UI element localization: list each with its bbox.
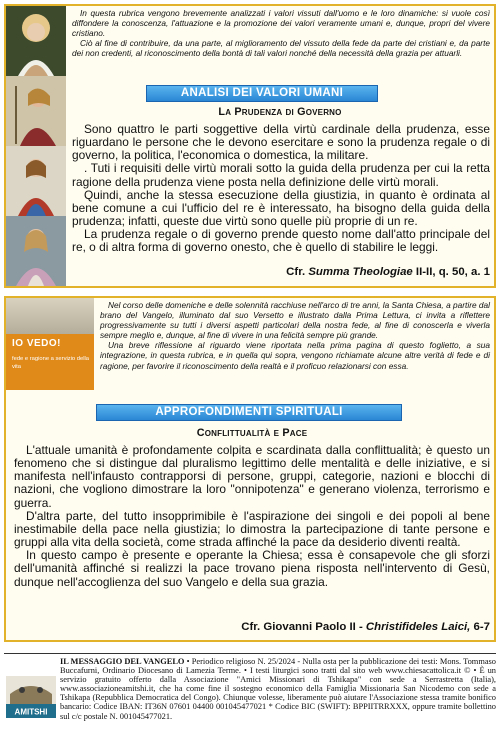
body-paragraph: . Tuti i requisiti delle virtù morali sotto la guida della prudenza per cui la retta ragione della prudenza viene posta nella definizione delle virtù morali. xyxy=(72,161,490,189)
citation-work: Christifideles Laici, xyxy=(365,621,471,633)
body-paragraph: La prudenza regale o di governo prende questo nome dall'atto principale del re, o di altra forma di governo onesto, che è quello di stabilire le leggi. xyxy=(72,227,490,255)
intro-paragraph: Una breve riflessione al riguardo viene riportata nella prima pagina di questo foglietto, a sua integrazione, in questa rubrica, e in quella qui sopra, vengono richiamate alcune altre verità di fede e di ragione, per favorire il riconoscimento della realtà e il proficuo relazionarsi con essa. xyxy=(100,340,490,371)
art-panel-2 xyxy=(6,76,66,146)
article-body xyxy=(14,444,490,589)
intro-paragraph: Ciò al fine di contribuire, da una parte, al miglioramento del vissuto della fede da parte dei cristiani e, da parte dei non credenti, al riconoscimento della bontà di tali valori nonché della necessità della grazia per attuarli. xyxy=(72,38,490,59)
art-panel-3 xyxy=(6,146,66,216)
article-title: Conflittualità e Pace xyxy=(196,427,308,439)
citation-prefix: Cfr. Giovanni Paolo II - xyxy=(241,621,366,633)
art-panel-4 xyxy=(6,216,66,286)
badge-title: IO VEDO! xyxy=(12,338,62,349)
section-intro xyxy=(72,8,490,58)
body-paragraph: Quindi, anche la stessa esecuzione della giustizia, in quanto è ordinata al bene comune a cui l'ufficio del re è interessato, ha bisogno della guida della prudenza; infatti, queste due virtù sono quelle più proprie di un re. xyxy=(72,187,490,229)
citation-prefix: Cfr. xyxy=(286,266,309,278)
article-title: La Prudenza di Governo xyxy=(218,106,342,118)
footer-text xyxy=(8,657,496,721)
body-paragraph: L'attuale umanità è profondamente colpita e scardinata dalla conflittualità; è questo un fenomeno che si distingue dal pluralismo legittimo delle mentalità e delle iniziative, e si manifesta nell'infausto contrapporsi di persone, gruppi, categorie, nazioni e blocchi di nazioni, che vogliono dimostrare la loro "onnipotenza" e generano violenza, terrorismo e guerra. xyxy=(14,443,490,510)
section-spiritual-insights xyxy=(4,296,496,642)
citation xyxy=(106,621,490,633)
citation-ref: 6-7 xyxy=(470,621,490,633)
citation-work: Summa Theologiae xyxy=(308,266,413,278)
citation xyxy=(106,266,490,278)
art-panel-1 xyxy=(6,6,66,76)
section-banner: APPROFONDIMENTI SPIRITUALI xyxy=(96,404,402,421)
article-body xyxy=(72,123,490,255)
body-paragraph: D'altra parte, del tutto insopprimibile è l'aspirazione dei singoli e dei popoli al bene inestimabile della pace nella giustizia; lo dimostra la partecipazione di tante persone e gruppi alla vita della società, come strada affinché la pace da desiderio diventi realtà. xyxy=(14,508,490,550)
sacred-art-strip xyxy=(6,6,66,286)
body-paragraph: In questo campo è presente e operante la Chiesa; essa è consapevole che gli sforzi dell'umanità affinché si realizzi la pace trovano piena risposta nell'intervento di Gesù, dunque nell'accoglienza del suo Vangelo e della sua grazia. xyxy=(14,548,490,589)
section-human-values xyxy=(4,4,496,288)
section-intro xyxy=(100,300,490,371)
citation-ref: II-II, q. 50, a. 1 xyxy=(412,266,490,278)
badge-subtitle: fede e ragione a servizio della vita xyxy=(12,356,90,370)
footer-body: • Periodico religioso N. 25/2024 - Nulla osta per la pubblicazione dei testi: Mons. Tommaso Buccafurni, Ordinario Diocesano di Lamezia Terme. • I testi liturgici sono tratti dal sito web www.chiesacattolica.it © • È un servizio gratuito offerto dalla Associazione "Amici Missionari di Tshikapa" con sede a Serrastretta (Italia), www.associazioneamitshi.it, che ha come fine il sostegno economico della Famiglia Missionaria San Nicodemo con sede a Tshikapa (Repubblica Democratica del Congo). Chiunque volesse, liberamente può aiutare l'Associazione stessa tramite bonifico bancario: Codice IBAN: IT36N 07601 04400 001045477021 * Codice BIC (SWIFT): BPPIITRRXXX, oppure tramite bollettino sul c/c postale N. 001045477021. xyxy=(60,657,496,721)
section-banner: ANALISI DEI VALORI UMANI xyxy=(146,85,378,102)
io-vedo-badge xyxy=(6,298,94,390)
footer xyxy=(4,653,496,732)
body-paragraph: Sono quattro le parti soggettive della virtù cardinale della prudenza, esse riguardano le persone che le devono esercitare e sono la prudenza regale o di governo, la politica, l'economica o domestica, la militare. xyxy=(72,122,490,163)
logo-text: AMITSHI xyxy=(14,707,48,717)
intro-paragraph: Nel corso delle domeniche e delle solennità racchiuse nell'arco di tre anni, la Santa Chiesa, a partire dal brano del Vangelo, illuminato dal suo Versetto e illustrato dalla Prima Lettura, ci invita a riflettere progressivamente su tutti i diversi aspetti particolari della nostra fede, al fine di conoscerla e viverla sempre meglio e, dunque, al fine di vivere in una felicità sempre più grande. xyxy=(100,300,490,341)
masthead: IL MESSAGGIO DEL VANGELO xyxy=(60,657,185,666)
intro-paragraph: In questa rubrica vengono brevemente analizzati i valori vissuti dall'uomo e le loro dinamiche: si vuole così diffondere la conoscenza, l'attuazione e la promozione dei valori veramente umani e, dunque, propri del vivere cristiano. xyxy=(72,8,490,39)
